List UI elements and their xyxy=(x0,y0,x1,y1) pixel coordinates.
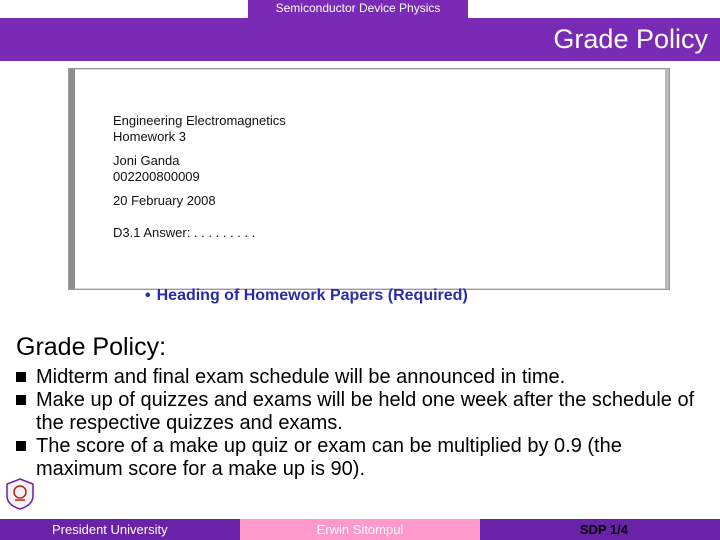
doc-course: Engineering Electromagnetics xyxy=(113,113,286,128)
section-title: Grade Policy: xyxy=(16,333,167,361)
screenshot-right-edge xyxy=(665,69,669,289)
square-bullet-icon xyxy=(16,441,26,451)
footer-slide-number: SDP 1/4 xyxy=(480,519,720,540)
footer-institution: President University xyxy=(0,519,240,540)
doc-date: 20 February 2008 xyxy=(113,193,216,208)
top-header-bar xyxy=(0,0,720,18)
slide-title: Grade Policy xyxy=(553,24,708,54)
caption-text: Heading of Homework Papers (Required) xyxy=(156,287,468,304)
footer-author: Erwin Sitompul xyxy=(240,519,480,540)
header-left-block xyxy=(0,0,248,18)
caption-bullet: • xyxy=(145,287,151,304)
footer-bar xyxy=(0,519,720,540)
list-item: Midterm and final exam schedule will be announced in time. xyxy=(16,366,706,389)
title-bar xyxy=(0,18,720,61)
doc-student-id: 002200800009 xyxy=(113,169,200,184)
square-bullet-icon xyxy=(16,372,26,382)
doc-answer-line: D3.1 Answer: . . . . . . . . . xyxy=(113,225,256,240)
title-divider xyxy=(0,61,720,63)
screenshot-caption xyxy=(145,287,468,305)
square-bullet-icon xyxy=(16,395,26,405)
homework-heading-screenshot xyxy=(68,68,670,290)
list-item: Make up of quizzes and exams will be held one week after the schedule of the respective quizzes and exams. xyxy=(16,389,706,435)
header-right-block xyxy=(468,0,720,18)
policy-bullet-list xyxy=(16,366,706,481)
course-title: Semiconductor Device Physics xyxy=(248,0,468,18)
doc-homework: Homework 3 xyxy=(113,129,186,144)
homework-heading-text xyxy=(113,113,286,241)
university-logo-icon xyxy=(5,478,35,510)
screenshot-left-edge xyxy=(69,69,75,289)
list-item: The score of a make up quiz or exam can be multiplied by 0.9 (the maximum score for a make up is 90). xyxy=(16,435,706,481)
doc-name: Joni Ganda xyxy=(113,153,180,168)
